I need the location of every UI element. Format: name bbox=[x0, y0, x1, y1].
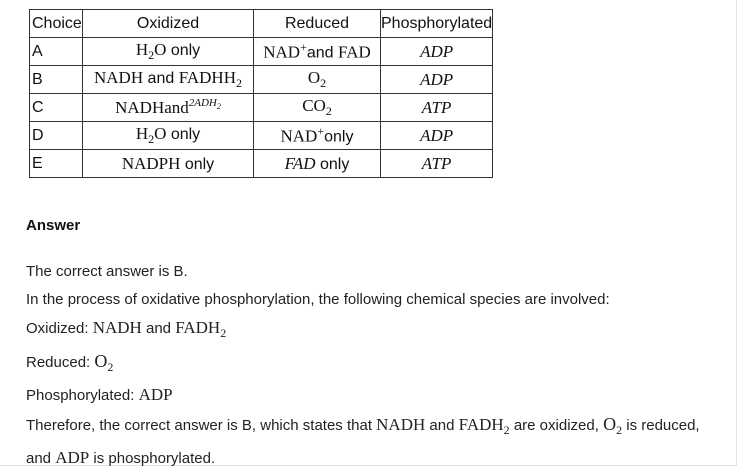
superscript-subscript: 2 bbox=[216, 102, 221, 112]
text: are oxidized, bbox=[509, 417, 604, 434]
formula: NAD bbox=[280, 126, 318, 146]
text: and bbox=[143, 69, 179, 87]
header-reduced: Reduced bbox=[254, 10, 381, 38]
subscript: 2 bbox=[236, 76, 242, 91]
formula: NADH bbox=[376, 415, 426, 434]
label: Phosphorylated: bbox=[26, 387, 139, 404]
choice-cell: C bbox=[30, 94, 83, 122]
superscript: + bbox=[300, 40, 307, 55]
choice-cell: E bbox=[30, 150, 83, 178]
label: Reduced: bbox=[26, 354, 95, 371]
oxidized-cell bbox=[83, 66, 254, 94]
formula: ADP bbox=[420, 125, 454, 145]
table-header-row bbox=[30, 10, 493, 38]
text: only bbox=[166, 41, 201, 59]
oxidized-cell bbox=[83, 122, 254, 150]
formula: O bbox=[94, 351, 108, 371]
formula: ADP bbox=[55, 448, 90, 467]
text: is reduced, and bbox=[26, 417, 700, 467]
oxidized-line bbox=[26, 314, 726, 347]
oxidized-cell bbox=[83, 38, 254, 66]
answer-line: In the process of oxidative phosphorylation, the following chemical species are involved: bbox=[26, 291, 610, 308]
formula: H bbox=[135, 123, 149, 143]
phosphorylated-cell bbox=[381, 150, 493, 178]
formula: O bbox=[154, 39, 167, 59]
header-oxidized: Oxidized bbox=[83, 10, 254, 38]
formula: FAD bbox=[338, 42, 371, 62]
subscript: 2 bbox=[148, 48, 155, 63]
formula: NADPH bbox=[121, 153, 181, 173]
reduced-cell bbox=[254, 150, 381, 178]
phosphorylated-cell bbox=[381, 38, 493, 66]
choice-cell: D bbox=[30, 122, 83, 150]
reduced-cell bbox=[254, 66, 381, 94]
answer-heading: Answer bbox=[26, 217, 81, 234]
formula: ADP bbox=[138, 385, 173, 404]
phosphorylated-cell bbox=[381, 66, 493, 94]
phosphorylated-line bbox=[26, 381, 726, 410]
text: only bbox=[324, 128, 354, 146]
formula: O bbox=[307, 67, 321, 87]
text: is phosphorylated. bbox=[89, 450, 216, 467]
formula: NAD bbox=[263, 42, 301, 62]
subscript: 2 bbox=[325, 104, 332, 119]
formula: FADH bbox=[175, 318, 221, 337]
text: only bbox=[180, 155, 215, 173]
formula: ADP bbox=[420, 69, 454, 89]
table-row bbox=[30, 38, 493, 66]
subscript: 2 bbox=[320, 76, 327, 91]
table-row bbox=[30, 94, 493, 122]
formula: NADHand bbox=[115, 98, 189, 117]
reduced-cell bbox=[254, 38, 381, 66]
superscript-text: 2ADH bbox=[188, 97, 217, 109]
answer-body bbox=[26, 258, 726, 473]
formula: ADP bbox=[420, 41, 454, 61]
formula: ATP bbox=[421, 97, 452, 117]
text: and bbox=[306, 44, 338, 62]
header-phosphorylated: Phosphorylated bbox=[381, 10, 493, 38]
subscript: 2 bbox=[616, 423, 623, 437]
superscript: + bbox=[317, 124, 325, 139]
reduced-cell bbox=[254, 122, 381, 150]
oxidized-cell bbox=[83, 94, 254, 122]
oxidized-cell bbox=[83, 150, 254, 178]
phosphorylated-cell bbox=[381, 94, 493, 122]
text: only bbox=[166, 125, 201, 143]
formula: O bbox=[603, 414, 617, 434]
text: and bbox=[425, 417, 459, 434]
table-row bbox=[30, 122, 493, 150]
subscript: 2 bbox=[503, 423, 510, 437]
formula: FADHH bbox=[178, 67, 236, 87]
reduced-line bbox=[26, 347, 726, 381]
text: Therefore, the correct answer is B, which states that bbox=[26, 417, 377, 434]
subscript: 2 bbox=[220, 326, 227, 340]
conclusion-line bbox=[26, 410, 726, 473]
choice-cell: B bbox=[30, 66, 83, 94]
formula: FAD bbox=[284, 153, 316, 173]
formula: O bbox=[154, 123, 167, 143]
table-row bbox=[30, 66, 493, 94]
text: only bbox=[315, 155, 350, 173]
formula: CO bbox=[302, 95, 326, 115]
formula: ATP bbox=[421, 153, 452, 173]
label: Oxidized: bbox=[26, 320, 93, 337]
reduced-cell bbox=[254, 94, 381, 122]
header-choice: Choice bbox=[30, 10, 83, 38]
formula: H bbox=[135, 39, 149, 59]
formula: NADH bbox=[92, 318, 142, 337]
subscript: 2 bbox=[107, 360, 114, 374]
formula: NADH bbox=[93, 67, 144, 87]
subscript: 2 bbox=[148, 132, 155, 147]
superscript bbox=[188, 97, 221, 112]
choice-cell: A bbox=[30, 38, 83, 66]
choices-table bbox=[29, 9, 493, 178]
formula: FADH bbox=[458, 415, 504, 434]
phosphorylated-cell bbox=[381, 122, 493, 150]
answer-line: The correct answer is B. bbox=[26, 263, 188, 280]
text: and bbox=[141, 320, 176, 337]
table-row bbox=[30, 150, 493, 178]
